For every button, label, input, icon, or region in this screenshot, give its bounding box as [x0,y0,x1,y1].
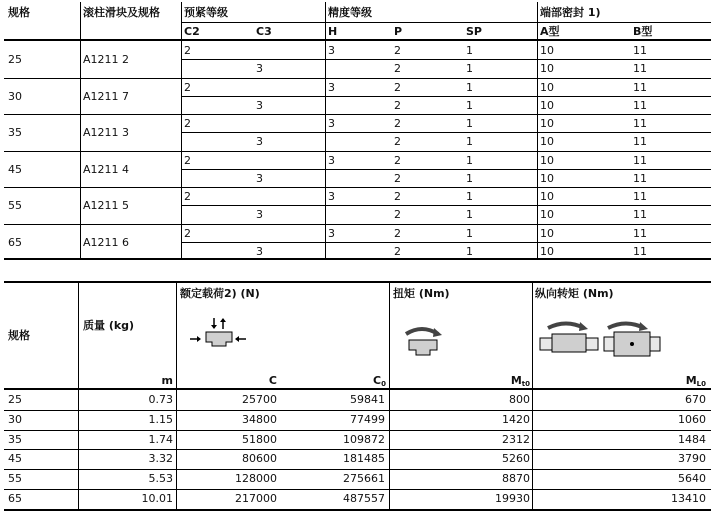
cell-c: 51800 [242,432,277,446]
cell-type-a: 10 [540,208,554,221]
cell-c0: 181485 [343,452,385,466]
cell-type-a: 10 [540,62,554,75]
cell-p: 2 [394,226,401,240]
header2-mass: 质量 (kg) [83,319,135,332]
cell-c0: 487557 [343,492,385,505]
header-size: 规格 [8,6,30,19]
cell-c3: 3 [256,208,263,221]
cell-h: 3 [328,44,335,57]
cell-ml: 1484 [678,432,706,446]
cell-c2: 2 [184,153,191,167]
cell-type-b: 11 [633,190,647,203]
cell-c3: 3 [256,135,263,148]
cell-size: 45 [8,162,22,176]
cell-c3: 3 [256,62,263,75]
cell-ml: 1060 [678,412,706,426]
cell-size: 30 [8,89,22,103]
header-preload: 预紧等级 [184,6,228,19]
cell-size: 65 [8,492,22,505]
cell-ml: 13410 [671,492,706,505]
cell-c2: 2 [184,80,191,94]
header-end-seal: 端部密封 1) [540,6,601,19]
header2-mt: $M_{t0}$ [510,374,530,388]
header-type-a: A型 [540,25,560,38]
cell-c0: 275661 [343,472,385,486]
cell-type-b: 11 [633,171,647,185]
cell-part: A1211 5 [83,199,130,212]
cell-sp: 1 [466,62,473,75]
cell-size: 55 [8,199,22,212]
rated-load-diagram-icon [186,316,250,356]
cell-part: A1211 6 [83,235,130,249]
cell-type-a: 10 [540,135,554,148]
header2-torque: 扭矩 (Nm) [393,287,450,300]
cell-mt: 2312 [502,432,530,446]
cell-p: 2 [394,208,401,221]
header2-long-torque: 纵向转矩 (Nm) [535,287,614,300]
cell-type-b: 11 [633,244,647,258]
header-p: P [394,25,403,38]
cell-c: 80600 [242,452,277,466]
cell-h: 3 [328,80,335,94]
cell-ml: 670 [685,393,706,406]
cell-mt: 800 [509,393,530,406]
cell-mt: 5260 [502,452,530,466]
cell-p: 2 [394,171,401,185]
cell-size: 25 [8,53,22,66]
header-h: H [328,25,338,38]
header2-ml: $M_{L0}$ [685,374,706,388]
cell-type-a: 10 [540,226,554,240]
cell-size: 65 [8,235,22,249]
cell-type-b: 11 [633,135,647,148]
cell-type-b: 11 [633,208,647,221]
cell-type-a: 10 [540,171,554,185]
cell-p: 2 [394,135,401,148]
cell-m: 1.74 [148,432,173,446]
cell-c0: 59841 [350,393,385,406]
cell-size: 45 [8,452,22,466]
cell-sp: 1 [466,98,473,112]
cell-type-b: 11 [633,226,647,240]
cell-type-b: 11 [633,98,647,112]
cell-c2: 2 [184,117,191,130]
cell-ml: 5640 [678,472,706,486]
cell-type-a: 10 [540,153,554,167]
cell-c3: 3 [256,98,263,112]
cell-c2: 2 [184,44,191,57]
cell-sp: 1 [466,135,473,148]
cell-sp: 1 [466,117,473,130]
longitudinal-torque-diagram-icon [538,316,663,358]
cell-c0: 77499 [350,412,385,426]
cell-part: A1211 2 [83,53,130,66]
cell-p: 2 [394,62,401,75]
cell-c0: 109872 [343,432,385,446]
cell-p: 2 [394,244,401,258]
header2-c0: $C_0$ [373,374,386,388]
cell-sp: 1 [466,80,473,94]
header2-size: 规格 [8,329,30,342]
cell-mt: 8870 [502,472,530,486]
cell-m: 1.15 [148,412,173,426]
cell-c2: 2 [184,226,191,240]
cell-sp: 1 [466,226,473,240]
cell-part: A1211 4 [83,162,130,176]
header-c2: C2 [184,25,200,38]
header2-m: m [161,374,173,387]
cell-type-b: 11 [633,117,647,130]
cell-c3: 3 [256,244,263,258]
cell-part: A1211 3 [83,126,130,139]
cell-p: 2 [394,190,401,203]
header-c3: C3 [256,25,272,38]
cell-m: 10.01 [141,492,173,505]
torque-diagram-icon [400,322,446,358]
cell-type-a: 10 [540,117,554,130]
cell-type-a: 10 [540,98,554,112]
cell-ml: 3790 [678,452,706,466]
header2-rated-load: 额定载荷2) (N) [180,287,260,300]
cell-type-b: 11 [633,153,647,167]
header2-c: C [268,374,277,387]
cell-mt: 19930 [495,492,530,505]
cell-size: 35 [8,432,22,446]
cell-h: 3 [328,226,335,240]
cell-p: 2 [394,153,401,167]
cell-c: 25700 [242,393,277,406]
cell-sp: 1 [466,153,473,167]
cell-type-b: 11 [633,62,647,75]
cell-h: 3 [328,153,335,167]
cell-size: 35 [8,126,22,139]
cell-p: 2 [394,98,401,112]
cell-size: 25 [8,393,22,406]
cell-c: 128000 [235,472,277,486]
cell-c3: 3 [256,171,263,185]
cell-size: 30 [8,412,22,426]
cell-type-b: 11 [633,80,647,94]
header-sp: SP [466,25,482,38]
cell-h: 3 [328,190,335,203]
header-type-b: B型 [633,25,653,38]
cell-sp: 1 [466,244,473,258]
cell-p: 2 [394,80,401,94]
cell-h: 3 [328,117,335,130]
cell-p: 2 [394,117,401,130]
cell-sp: 1 [466,190,473,203]
header-precision: 精度等级 [328,6,372,19]
cell-sp: 1 [466,208,473,221]
cell-type-b: 11 [633,44,647,57]
cell-sp: 1 [466,44,473,57]
cell-m: 3.32 [148,452,173,466]
cell-type-a: 10 [540,244,554,258]
cell-type-a: 10 [540,190,554,203]
cell-c: 34800 [242,412,277,426]
cell-m: 5.53 [148,472,173,486]
cell-mt: 1420 [502,412,530,426]
cell-c2: 2 [184,190,191,203]
cell-p: 2 [394,44,401,57]
cell-type-a: 10 [540,80,554,94]
header-block: 滚柱滑块及规格 [83,6,160,19]
cell-m: 0.73 [148,393,173,406]
cell-type-a: 10 [540,44,554,57]
cell-c: 217000 [235,492,277,505]
cell-size: 55 [8,472,22,486]
cell-part: A1211 7 [83,89,130,103]
cell-sp: 1 [466,171,473,185]
